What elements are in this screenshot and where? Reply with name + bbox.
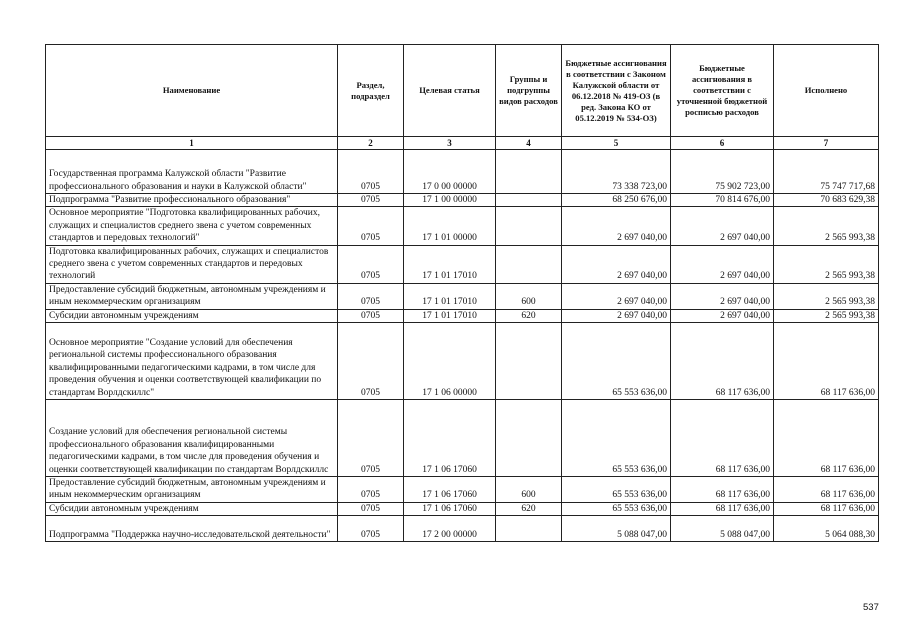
cell-name: Субсидии автономным учреждениям — [46, 309, 338, 322]
header-law-allocations: Бюджетные ассигнования в соответствии с Законом Калужской области от 06.12.2018 № 419-ОЗ (в ред. Закона КО от 05.12.2019 № 534-ОЗ) — [562, 45, 671, 137]
column-number: 5 — [562, 137, 671, 150]
cell-name: Подпрограмма "Развитие профессионального образования" — [46, 194, 338, 207]
cell-section: 0705 — [338, 245, 404, 283]
cell-done: 2 565 993,38 — [774, 207, 879, 245]
cell-section: 0705 — [338, 477, 404, 503]
cell-law: 73 338 723,00 — [562, 150, 671, 194]
cell-target: 17 1 01 00000 — [404, 207, 496, 245]
cell-section: 0705 — [338, 207, 404, 245]
cell-plan: 68 117 636,00 — [671, 477, 774, 503]
cell-law: 65 553 636,00 — [562, 477, 671, 503]
table-row — [46, 194, 879, 207]
cell-law: 65 553 636,00 — [562, 400, 671, 477]
table-row — [46, 400, 879, 477]
page-number: 537 — [863, 602, 879, 613]
cell-name: Основное мероприятие "Подготовка квалифицированных рабочих, служащих и специалистов среднего звена с учетом современных стандартов и передовых технологий" — [46, 207, 338, 245]
cell-name: Основное мероприятие "Создание условий для обеспечения региональной системы профессионального образования квалифицированными педагогическими кадрами, в том числе для проведения обучения и оценки соответствующей квалификации по стандартам Ворлдскиллс" — [46, 323, 338, 400]
cell-group — [496, 150, 562, 194]
cell-plan: 75 902 723,00 — [671, 150, 774, 194]
cell-done: 5 064 088,30 — [774, 516, 879, 542]
column-number: 6 — [671, 137, 774, 150]
cell-name: Предоставление субсидий бюджетным, автономным учреждениям и иным некоммерческим организациям — [46, 283, 338, 309]
cell-done: 2 565 993,38 — [774, 245, 879, 283]
budget-table — [45, 44, 879, 542]
table-row — [46, 309, 879, 322]
cell-section: 0705 — [338, 323, 404, 400]
header-groups: Группы и подгруппы видов расходов — [496, 45, 562, 137]
cell-law: 68 250 676,00 — [562, 194, 671, 207]
cell-section: 0705 — [338, 194, 404, 207]
cell-plan: 70 814 676,00 — [671, 194, 774, 207]
cell-section: 0705 — [338, 502, 404, 515]
cell-group — [496, 194, 562, 207]
cell-plan: 2 697 040,00 — [671, 283, 774, 309]
cell-done: 75 747 717,68 — [774, 150, 879, 194]
table-row — [46, 477, 879, 503]
cell-target: 17 1 06 17060 — [404, 400, 496, 477]
cell-target: 17 0 00 00000 — [404, 150, 496, 194]
cell-target: 17 1 01 17010 — [404, 283, 496, 309]
cell-group — [496, 207, 562, 245]
cell-group: 620 — [496, 309, 562, 322]
cell-plan: 2 697 040,00 — [671, 207, 774, 245]
column-number: 1 — [46, 137, 338, 150]
cell-group — [496, 245, 562, 283]
table-row — [46, 245, 879, 283]
header-row — [46, 45, 879, 137]
cell-name: Субсидии автономным учреждениям — [46, 502, 338, 515]
cell-plan: 68 117 636,00 — [671, 400, 774, 477]
cell-plan: 68 117 636,00 — [671, 502, 774, 515]
cell-name: Создание условий для обеспечения региональной системы профессионального образования квалифицированными педагогическими кадрами, в том числе для проведения обучения и оценки соответствующей квалификации по стандартам Ворлдскиллс — [46, 400, 338, 477]
cell-done: 2 565 993,38 — [774, 309, 879, 322]
cell-done: 68 117 636,00 — [774, 400, 879, 477]
cell-target: 17 1 06 17060 — [404, 502, 496, 515]
cell-plan: 2 697 040,00 — [671, 245, 774, 283]
table-row — [46, 283, 879, 309]
cell-law: 2 697 040,00 — [562, 309, 671, 322]
cell-section: 0705 — [338, 400, 404, 477]
cell-name: Предоставление субсидий бюджетным, автономным учреждениям и иным некоммерческим организациям — [46, 477, 338, 503]
cell-section: 0705 — [338, 283, 404, 309]
header-section: Раздел, подраздел — [338, 45, 404, 137]
table-row — [46, 150, 879, 194]
cell-group: 600 — [496, 283, 562, 309]
cell-plan: 5 088 047,00 — [671, 516, 774, 542]
cell-plan: 2 697 040,00 — [671, 309, 774, 322]
cell-target: 17 1 06 00000 — [404, 323, 496, 400]
cell-section: 0705 — [338, 309, 404, 322]
header-executed: Исполнено — [774, 45, 879, 137]
cell-section: 0705 — [338, 150, 404, 194]
column-number: 3 — [404, 137, 496, 150]
column-number: 2 — [338, 137, 404, 150]
cell-law: 5 088 047,00 — [562, 516, 671, 542]
cell-group: 620 — [496, 502, 562, 515]
cell-group: 600 — [496, 477, 562, 503]
table-row — [46, 516, 879, 542]
header-plan-allocations: Бюджетные ассигнования в соответствии с уточненной бюджетной росписью расходов — [671, 45, 774, 137]
cell-done: 68 117 636,00 — [774, 323, 879, 400]
cell-name: Подпрограмма "Поддержка научно-исследовательской деятельности" — [46, 516, 338, 542]
cell-group — [496, 516, 562, 542]
table-row — [46, 323, 879, 400]
cell-law: 2 697 040,00 — [562, 207, 671, 245]
cell-done: 70 683 629,38 — [774, 194, 879, 207]
cell-done: 68 117 636,00 — [774, 477, 879, 503]
header-target: Целевая статья — [404, 45, 496, 137]
cell-group — [496, 400, 562, 477]
cell-name: Государственная программа Калужской области "Развитие профессионального образования и науки в Калужской области" — [46, 150, 338, 194]
cell-law: 65 553 636,00 — [562, 323, 671, 400]
cell-done: 2 565 993,38 — [774, 283, 879, 309]
cell-group — [496, 323, 562, 400]
cell-target: 17 1 00 00000 — [404, 194, 496, 207]
cell-target: 17 1 06 17060 — [404, 477, 496, 503]
cell-plan: 68 117 636,00 — [671, 323, 774, 400]
cell-law: 65 553 636,00 — [562, 502, 671, 515]
cell-done: 68 117 636,00 — [774, 502, 879, 515]
column-number-row — [46, 137, 879, 150]
table-row — [46, 502, 879, 515]
column-number: 7 — [774, 137, 879, 150]
cell-law: 2 697 040,00 — [562, 283, 671, 309]
column-number: 4 — [496, 137, 562, 150]
table-row — [46, 207, 879, 245]
cell-target: 17 1 01 17010 — [404, 245, 496, 283]
cell-law: 2 697 040,00 — [562, 245, 671, 283]
cell-name: Подготовка квалифицированных рабочих, служащих и специалистов среднего звена с учетом современных стандартов и передовых технологий — [46, 245, 338, 283]
header-name: Наименование — [46, 45, 338, 137]
cell-target: 17 2 00 00000 — [404, 516, 496, 542]
cell-section: 0705 — [338, 516, 404, 542]
cell-target: 17 1 01 17010 — [404, 309, 496, 322]
